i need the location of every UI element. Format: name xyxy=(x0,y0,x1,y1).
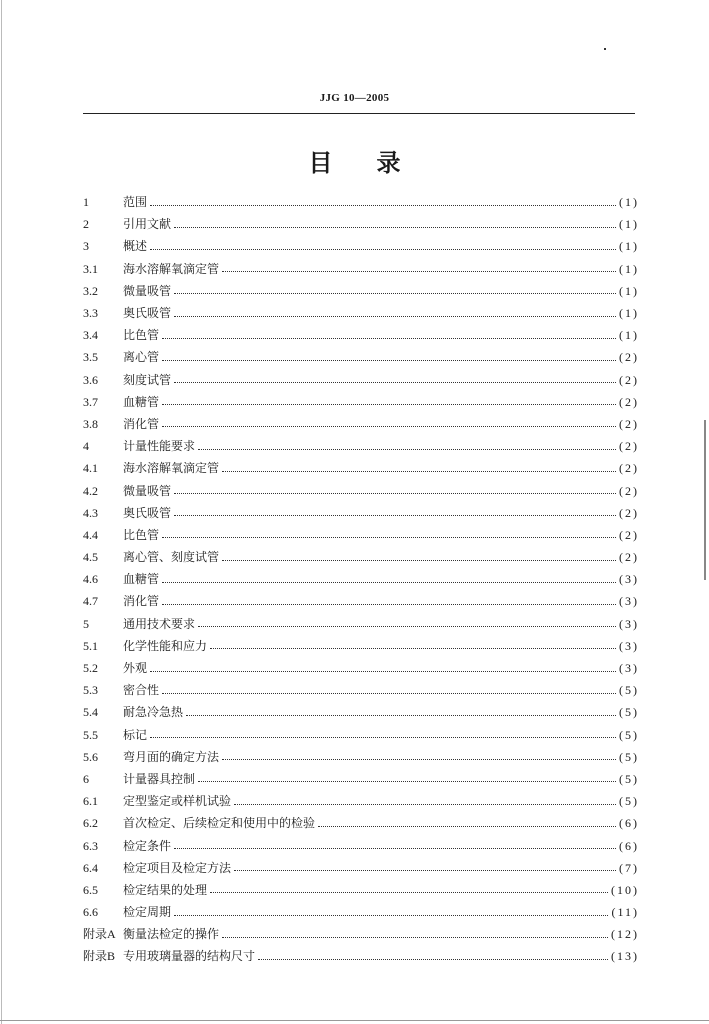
toc-entry-page-number: (2) xyxy=(619,505,639,520)
toc-entry-page-number: (13) xyxy=(611,949,639,964)
toc-entry-title: 化学性能和应力 xyxy=(123,638,208,653)
toc-dot-leader xyxy=(162,693,616,694)
toc-dot-leader xyxy=(162,582,616,583)
toc-entry-page-number: (2) xyxy=(619,483,639,498)
toc-entry-page-number: (3) xyxy=(619,594,639,609)
toc-entry xyxy=(83,391,639,413)
toc-entry xyxy=(83,324,639,346)
toc-dot-leader xyxy=(198,626,616,627)
toc-dot-leader xyxy=(222,271,616,272)
toc-entry-title: 计量器具控制 xyxy=(123,771,196,786)
toc-entry-page-number: (10) xyxy=(611,882,639,897)
toc-entry-number: 6.3 xyxy=(83,838,98,853)
toc-entry-number: 5.2 xyxy=(83,661,98,676)
toc-entry xyxy=(83,302,639,324)
toc-entry-page-number: (1) xyxy=(619,328,639,343)
toc-entry xyxy=(83,679,639,701)
toc-entry-page-number: (6) xyxy=(619,838,639,853)
toc-entry-page-number: (2) xyxy=(619,527,639,542)
toc-entry-number: 3.2 xyxy=(83,283,98,298)
toc-entry-title: 奥氏吸管 xyxy=(123,505,172,520)
toc-entry-number: 4.3 xyxy=(83,505,98,520)
toc-entry xyxy=(83,635,639,657)
toc-dot-leader xyxy=(174,316,616,317)
toc-entry xyxy=(83,590,639,612)
toc-entry-number: 4 xyxy=(83,439,89,454)
scan-edge-bottom xyxy=(0,1020,709,1021)
toc-entry-number: 3.1 xyxy=(83,261,98,276)
toc-entry-number: 5.5 xyxy=(83,727,98,742)
toc-entry xyxy=(83,457,639,479)
toc-entry xyxy=(83,790,639,812)
toc-dot-leader xyxy=(186,715,616,716)
toc-entry-number: 6.1 xyxy=(83,794,98,809)
table-of-contents xyxy=(83,191,639,968)
toc-entry-title: 血糖管 xyxy=(123,572,160,587)
toc-dot-leader xyxy=(162,537,616,538)
toc-entry-page-number: (3) xyxy=(619,661,639,676)
toc-entry-title: 离心管、刻度试管 xyxy=(123,550,220,565)
toc-entry-title: 血糖管 xyxy=(123,394,160,409)
toc-dot-leader xyxy=(222,937,608,938)
toc-entry xyxy=(83,746,639,768)
toc-entry-title: 弯月面的确定方法 xyxy=(123,749,220,764)
toc-dot-leader xyxy=(162,338,616,339)
toc-entry xyxy=(83,945,639,967)
toc-entry-page-number: (2) xyxy=(619,394,639,409)
toc-entry-number: 5 xyxy=(83,616,89,631)
toc-entry-title: 计量性能要求 xyxy=(123,439,196,454)
toc-entry-title: 奥氏吸管 xyxy=(123,306,172,321)
toc-dot-leader xyxy=(234,870,616,871)
toc-dot-leader xyxy=(162,426,616,427)
toc-dot-leader xyxy=(174,848,616,849)
toc-entry-page-number: (5) xyxy=(619,794,639,809)
toc-entry-title: 比色管 xyxy=(123,527,160,542)
toc-dot-leader xyxy=(174,382,616,383)
toc-entry-number: 3.6 xyxy=(83,372,98,387)
toc-entry xyxy=(83,524,639,546)
toc-entry-title: 通用技术要求 xyxy=(123,616,196,631)
toc-entry-page-number: (1) xyxy=(619,283,639,298)
toc-entry-title: 标记 xyxy=(123,727,148,742)
toc-entry-number: 5.1 xyxy=(83,638,98,653)
toc-dot-leader xyxy=(150,737,616,738)
toc-entry xyxy=(83,923,639,945)
toc-entry-page-number: (7) xyxy=(619,860,639,875)
toc-entry-title: 专用玻璃量器的结构尺寸 xyxy=(123,949,256,964)
toc-entry-title: 外观 xyxy=(123,661,148,676)
toc-entry-number: 3.3 xyxy=(83,306,98,321)
toc-entry xyxy=(83,280,639,302)
toc-entry-title: 消化管 xyxy=(123,594,160,609)
toc-dot-leader xyxy=(150,671,616,672)
document-header: JJG 10—2005 xyxy=(319,92,390,104)
toc-dot-leader xyxy=(162,360,616,361)
toc-entry-number: 5.6 xyxy=(83,749,98,764)
toc-entry xyxy=(83,613,639,635)
toc-entry-number: 6 xyxy=(83,771,89,786)
toc-entry xyxy=(83,901,639,923)
toc-dot-leader xyxy=(174,515,616,516)
toc-entry-number: 附录A xyxy=(83,927,116,942)
toc-entry xyxy=(83,879,639,901)
page-title: 目录 xyxy=(308,148,445,177)
toc-entry-page-number: (1) xyxy=(619,261,639,276)
toc-entry-number: 3.8 xyxy=(83,416,98,431)
toc-entry-number: 6.2 xyxy=(83,816,98,831)
toc-entry-page-number: (1) xyxy=(619,306,639,321)
toc-dot-leader xyxy=(174,915,608,916)
toc-entry xyxy=(83,568,639,590)
toc-entry-page-number: (5) xyxy=(619,705,639,720)
toc-entry-title: 刻度试管 xyxy=(123,372,172,387)
toc-entry-title: 离心管 xyxy=(123,350,160,365)
toc-entry xyxy=(83,701,639,723)
toc-entry-number: 6.6 xyxy=(83,905,98,920)
toc-dot-leader xyxy=(258,959,608,960)
toc-dot-leader xyxy=(162,404,616,405)
toc-entry-number: 3 xyxy=(83,239,89,254)
toc-dot-leader xyxy=(198,449,616,450)
toc-entry-page-number: (5) xyxy=(619,683,639,698)
toc-entry xyxy=(83,235,639,257)
toc-entry-title: 检定周期 xyxy=(123,905,172,920)
toc-dot-leader xyxy=(150,205,616,206)
toc-entry-title: 衡量法检定的操作 xyxy=(123,927,220,942)
toc-entry xyxy=(83,724,639,746)
toc-entry xyxy=(83,834,639,856)
toc-entry-number: 4.4 xyxy=(83,527,98,542)
toc-dot-leader xyxy=(174,227,616,228)
toc-entry-title: 密合性 xyxy=(123,683,160,698)
toc-entry-title: 首次检定、后续检定和使用中的检验 xyxy=(123,816,316,831)
toc-entry-number: 1 xyxy=(83,195,89,210)
toc-entry-page-number: (5) xyxy=(619,727,639,742)
toc-entry xyxy=(83,191,639,213)
toc-entry-page-number: (2) xyxy=(619,372,639,387)
toc-entry xyxy=(83,857,639,879)
toc-dot-leader xyxy=(210,648,616,649)
toc-entry-number: 5.3 xyxy=(83,683,98,698)
toc-entry-number: 2 xyxy=(83,217,89,232)
toc-entry-number: 4.7 xyxy=(83,594,98,609)
toc-entry-page-number: (2) xyxy=(619,461,639,476)
toc-dot-leader xyxy=(150,249,616,250)
toc-entry-page-number: (5) xyxy=(619,749,639,764)
toc-entry-number: 4.5 xyxy=(83,550,98,565)
toc-entry xyxy=(83,435,639,457)
toc-entry xyxy=(83,213,639,235)
toc-entry-number: 附录B xyxy=(83,949,116,964)
toc-entry-title: 概述 xyxy=(123,239,148,254)
toc-entry-title: 范围 xyxy=(123,195,148,210)
toc-dot-leader xyxy=(174,493,616,494)
toc-dot-leader xyxy=(222,560,616,561)
toc-entry-number: 3.5 xyxy=(83,350,98,365)
toc-dot-leader xyxy=(162,604,616,605)
toc-entry-number: 4.1 xyxy=(83,461,98,476)
toc-entry-page-number: (1) xyxy=(619,195,639,210)
toc-entry-title: 耐急冷急热 xyxy=(123,705,184,720)
toc-entry-page-number: (1) xyxy=(619,217,639,232)
toc-dot-leader xyxy=(210,892,608,893)
toc-entry-page-number: (3) xyxy=(619,616,639,631)
toc-entry-page-number: (6) xyxy=(619,816,639,831)
toc-entry xyxy=(83,502,639,524)
toc-dot-leader xyxy=(234,804,616,805)
toc-dot-leader xyxy=(174,293,616,294)
toc-entry xyxy=(83,479,639,501)
toc-entry-page-number: (12) xyxy=(611,927,639,942)
toc-entry-title: 检定条件 xyxy=(123,838,172,853)
toc-entry-page-number: (5) xyxy=(619,771,639,786)
toc-dot-leader xyxy=(222,759,616,760)
toc-entry-page-number: (2) xyxy=(619,439,639,454)
toc-entry-title: 微量吸管 xyxy=(123,283,172,298)
toc-dot-leader xyxy=(318,826,616,827)
toc-dot-leader xyxy=(198,781,616,782)
toc-entry-page-number: (1) xyxy=(619,239,639,254)
toc-entry-number: 3.7 xyxy=(83,394,98,409)
toc-entry-title: 检定结果的处理 xyxy=(123,882,208,897)
toc-dot-leader xyxy=(222,471,616,472)
scan-speck xyxy=(604,48,606,50)
toc-entry-title: 检定项目及检定方法 xyxy=(123,860,232,875)
toc-entry-title: 比色管 xyxy=(123,328,160,343)
toc-entry-page-number: (3) xyxy=(619,572,639,587)
scan-edge-right xyxy=(704,420,706,580)
toc-entry-number: 5.4 xyxy=(83,705,98,720)
toc-entry-number: 6.5 xyxy=(83,882,98,897)
toc-entry-title: 海水溶解氧滴定管 xyxy=(123,261,220,276)
toc-entry-page-number: (2) xyxy=(619,350,639,365)
toc-entry-title: 微量吸管 xyxy=(123,483,172,498)
toc-entry-title: 海水溶解氧滴定管 xyxy=(123,461,220,476)
toc-entry xyxy=(83,768,639,790)
toc-entry-title: 定型鉴定或样机试验 xyxy=(123,794,232,809)
toc-entry-page-number: (2) xyxy=(619,550,639,565)
toc-entry xyxy=(83,413,639,435)
toc-entry-title: 消化管 xyxy=(123,416,160,431)
toc-entry xyxy=(83,657,639,679)
toc-entry xyxy=(83,346,639,368)
toc-entry xyxy=(83,546,639,568)
header-rule xyxy=(83,113,635,114)
toc-entry-number: 3.4 xyxy=(83,328,98,343)
toc-entry-number: 6.4 xyxy=(83,860,98,875)
toc-entry xyxy=(83,258,639,280)
toc-entry-page-number: (3) xyxy=(619,638,639,653)
toc-entry-number: 4.6 xyxy=(83,572,98,587)
toc-entry-title: 引用文献 xyxy=(123,217,172,232)
toc-entry xyxy=(83,369,639,391)
toc-entry-number: 4.2 xyxy=(83,483,98,498)
toc-entry-page-number: (11) xyxy=(611,905,639,920)
toc-entry xyxy=(83,812,639,834)
toc-entry-page-number: (2) xyxy=(619,416,639,431)
